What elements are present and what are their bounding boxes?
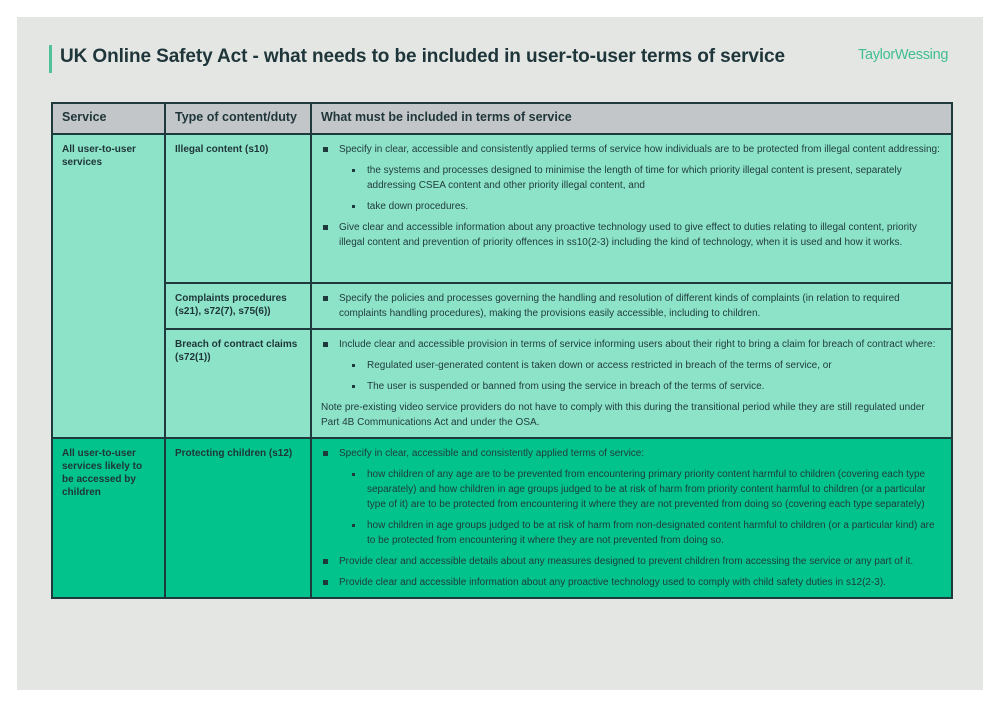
requirements-table [51, 102, 953, 599]
requirements-cell-protecting-children [311, 438, 952, 598]
taylorwessing-logo: TaylorWessing [858, 47, 949, 63]
sub-list-item: The user is suspended or banned from using the service in breach of the terms of service. [339, 379, 942, 394]
list-item: Include clear and accessible provision in terms of service informing users about their right to bring a claim for breach of contract where: Regulated user-generated content is taken down or access restricted in breach of the terms of service, or The user is suspended or banned from using the service in breach of the terms of service. [321, 337, 942, 394]
service-cell-children: All user-to-user services likely to be accessed by children [52, 438, 165, 598]
list-item: Give clear and accessible information about any proactive technology used to give effect to duties relating to illegal content, priority illegal content and prevention of priority offences in ss10(2-3) including the kind of technology, when it is used and how it works. [321, 220, 942, 250]
column-header-service: Service [52, 103, 165, 134]
requirements-cell-complaints [311, 283, 952, 329]
table-row-complaints [52, 283, 952, 329]
type-cell-protecting-children: Protecting children (s12) [165, 438, 311, 598]
sub-list-item: take down procedures. [339, 199, 942, 214]
requirements-cell-breach-of-contract [311, 329, 952, 438]
table-row-protecting-children [52, 438, 952, 598]
title-accent-bar [49, 45, 52, 73]
type-cell-complaints: Complaints procedures (s21), s72(7), s75(6)) [165, 283, 311, 329]
sub-list-item: how children in age groups judged to be at risk of harm from non-designated content harmful to children (or a particular kind) are to be protected from encountering it where they are not prevented from doing so. [339, 518, 942, 548]
table-row-illegal-content [52, 134, 952, 283]
list-item: Specify the policies and processes governing the handling and resolution of different kinds of complaints (in relation to required complaints handling procedures), making the provisions easily accessible, including to children. [321, 291, 942, 321]
transitional-note: Note pre-existing video service providers do not have to comply with this during the transitional period while they are still regulated under Part 4B Communications Act and under the OSA. [321, 402, 925, 428]
list-item: Specify in clear, accessible and consistently applied terms of service: how children of any age are to be prevented from encountering primary priority content harmful to children (covering each type separately) and how children in age groups judged to be at risk of harm from priority content harmful to children (or a particular type of it) are to be protected from encountering it where they are not prevented from doing so (covering each type separately) how children in age groups judged to be at risk of harm from non-designated content harmful to children (or a particular kind) are to be protected from encountering it where they are not prevented from doing so. [321, 446, 942, 548]
service-cell-all-services: All user-to-user services [52, 134, 165, 438]
type-cell-illegal-content: Illegal content (s10) [165, 134, 311, 283]
table-header-row [52, 103, 952, 134]
sub-list-item: Regulated user-generated content is taken down or access restricted in breach of the terms of service, or [339, 358, 942, 373]
page-title: UK Online Safety Act - what needs to be included in user-to-user terms of service [60, 46, 785, 67]
list-item: Specify in clear, accessible and consistently applied terms of service how individuals are to be protected from illegal content addressing: the systems and processes designed to minimise the length of time for which priority illegal content is present, separately addressing CSEA content and other priority illegal content, and take down procedures. [321, 142, 942, 214]
column-header-requirements: What must be included in terms of service [311, 103, 952, 134]
list-item: Provide clear and accessible information about any proactive technology used to comply with child safety duties in s12(2-3). [321, 575, 942, 590]
table-row-breach-of-contract [52, 329, 952, 438]
sub-list-item: how children of any age are to be prevented from encountering primary priority content harmful to children (covering each type separately) and how children in age groups judged to be at risk of harm from priority content harmful to children (or a particular type of it) are to be protected from encountering it where they are not prevented from doing so (covering each type separately) [339, 467, 942, 512]
column-header-type: Type of content/duty [165, 103, 311, 134]
sub-list-item: the systems and processes designed to minimise the length of time for which priority illegal content is present, separately addressing CSEA content and other priority illegal content, and [339, 163, 942, 193]
requirements-cell-illegal-content [311, 134, 952, 283]
type-cell-breach-of-contract: Breach of contract claims (s72(1)) [165, 329, 311, 438]
list-item: Provide clear and accessible details about any measures designed to prevent children from accessing the service or any part of it. [321, 554, 942, 569]
